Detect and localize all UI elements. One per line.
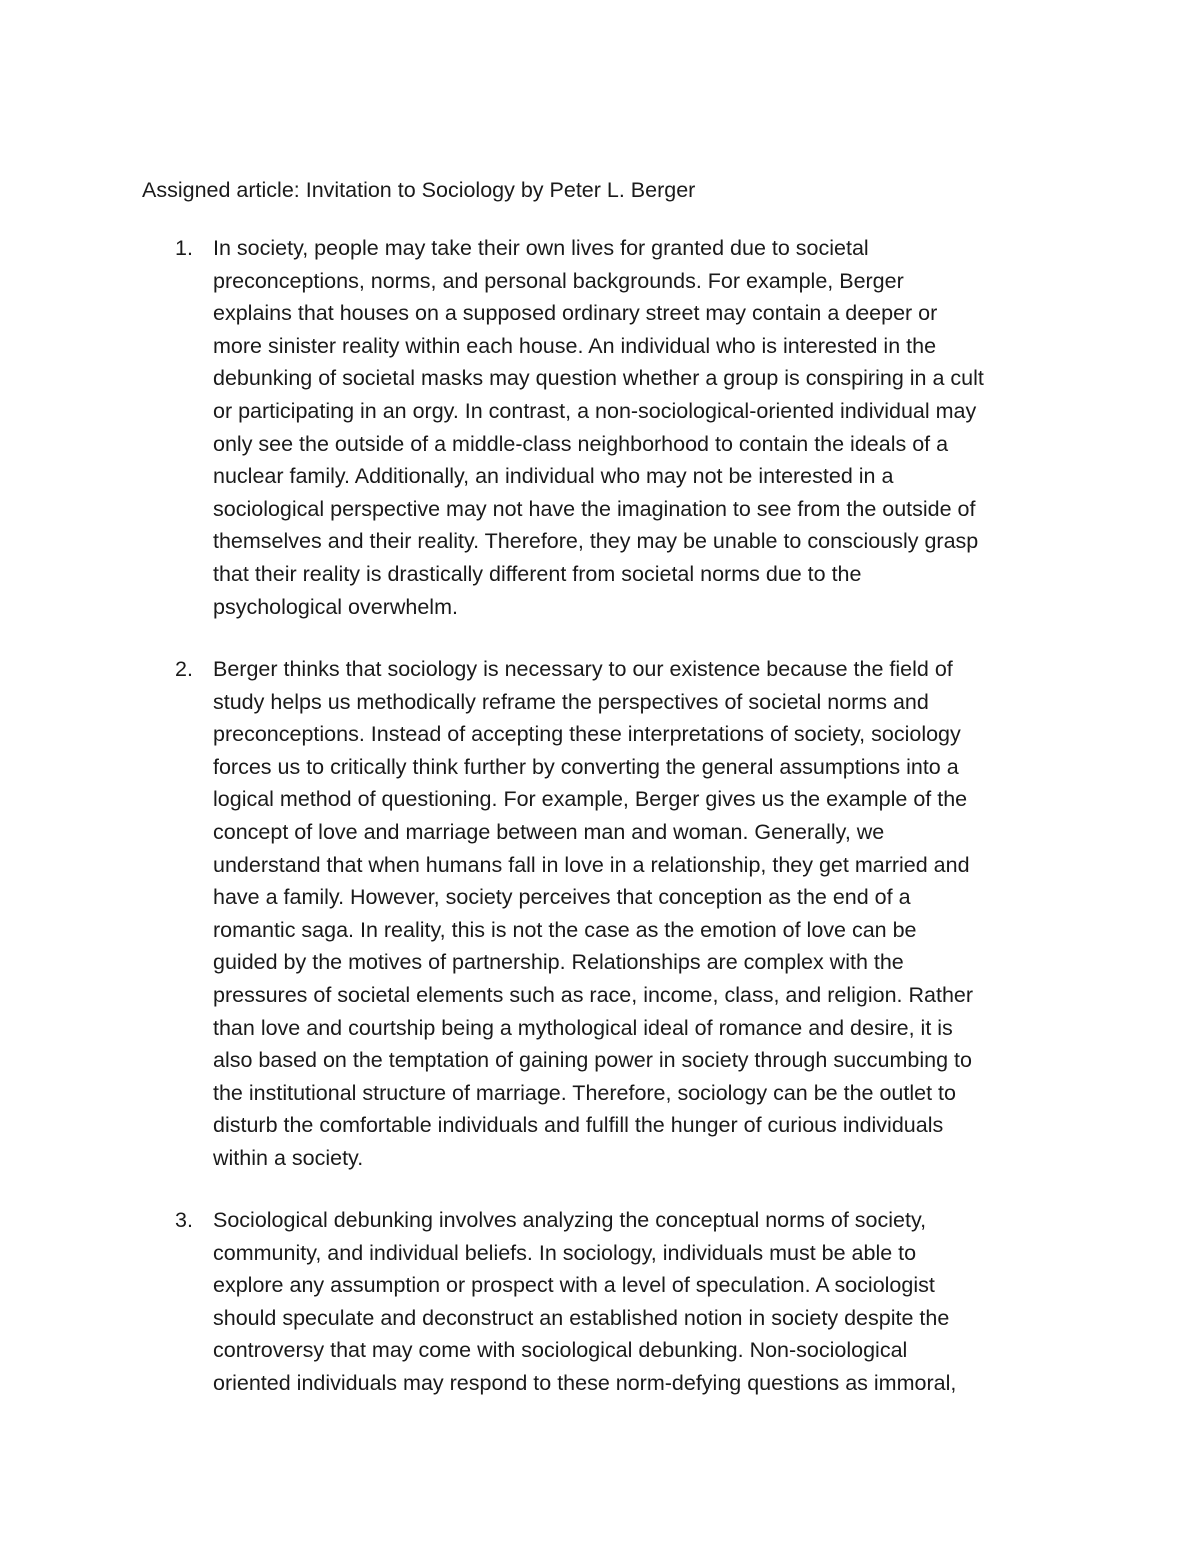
list-item-text xyxy=(213,232,984,623)
text-line: the institutional structure of marriage. Therefore, sociology can be the outlet to xyxy=(213,1080,956,1105)
text-line: pressures of societal elements such as race, income, class, and religion. Rather xyxy=(213,982,974,1007)
text-line: preconceptions. Instead of accepting these interpretations of society, sociology xyxy=(213,722,961,747)
text-line: concept of love and marriage between man and woman. Generally, we xyxy=(213,819,885,844)
text-line: guided by the motives of partnership. Relationships are complex with the xyxy=(213,950,904,975)
text-line: In society, people may take their own lives for granted due to societal xyxy=(213,236,869,260)
text-line: study helps us methodically reframe the perspectives of societal norms and xyxy=(213,689,929,714)
text-line: have a family. However, society perceives that conception as the end of a xyxy=(213,885,911,910)
text-line: controversy that may come with sociological debunking. Non-sociological xyxy=(213,1338,908,1363)
text-line: forces us to critically think further by converting the general assumptions into a xyxy=(213,754,959,779)
assigned-article-heading: Assigned article: Invitation to Sociology by Peter L. Berger xyxy=(142,178,696,202)
text-line: should speculate and deconstruct an established notion in society despite the xyxy=(213,1305,950,1330)
text-line: disturb the comfortable individuals and fulfill the hunger of curious individuals xyxy=(213,1113,944,1138)
text-line: psychological overwhelm. xyxy=(213,594,458,619)
text-line: Sociological debunking involves analyzing the conceptual norms of society, xyxy=(213,1208,927,1232)
list-item-text xyxy=(213,653,973,1175)
text-line: logical method of questioning. For example, Berger gives us the example of the xyxy=(213,787,968,812)
text-line: community, and individual beliefs. In sociology, individuals must be able to xyxy=(213,1240,917,1265)
text-line: romantic saga. In reality, this is not the case as the emotion of love can be xyxy=(213,917,917,942)
text-line: themselves and their reality. Therefore, they may be unable to consciously grasp xyxy=(213,529,979,554)
text-line: more sinister reality within each house. An individual who is interested in the xyxy=(213,333,937,358)
text-line: preconceptions, norms, and personal backgrounds. For example, Berger xyxy=(213,268,904,293)
text-line: oriented individuals may respond to these norm-defying questions as immoral, xyxy=(213,1370,957,1395)
text-line: debunking of societal masks may question whether a group is conspiring in a cult xyxy=(213,366,984,391)
text-line: or participating in an orgy. In contrast, a non-sociological-oriented individual may xyxy=(213,398,977,423)
list-number: 3. xyxy=(175,1208,193,1232)
text-line: also based on the temptation of gaining power in society through succumbing to xyxy=(213,1048,972,1073)
text-line: sociological perspective may not have the imagination to see from the outside of xyxy=(213,496,976,521)
list-number: 2. xyxy=(175,657,193,681)
text-line: nuclear family. Additionally, an individual who may not be interested in a xyxy=(213,464,894,489)
text-line: explains that houses on a supposed ordinary street may contain a deeper or xyxy=(213,301,938,326)
text-line: Berger thinks that sociology is necessary to our existence because the field of xyxy=(213,657,953,681)
text-line: that their reality is drastically different from societal norms due to the xyxy=(213,561,862,586)
list-number: 1. xyxy=(175,236,193,260)
text-line: than love and courtship being a mythological ideal of romance and desire, it is xyxy=(213,1015,953,1040)
text-line: within a society. xyxy=(213,1145,364,1170)
text-line: explore any assumption or prospect with a level of speculation. A sociologist xyxy=(213,1273,935,1298)
text-line: understand that when humans fall in love in a relationship, they get married and xyxy=(213,852,970,877)
list-item-text xyxy=(213,1204,956,1400)
text-line: only see the outside of a middle-class neighborhood to contain the ideals of a xyxy=(213,431,949,456)
